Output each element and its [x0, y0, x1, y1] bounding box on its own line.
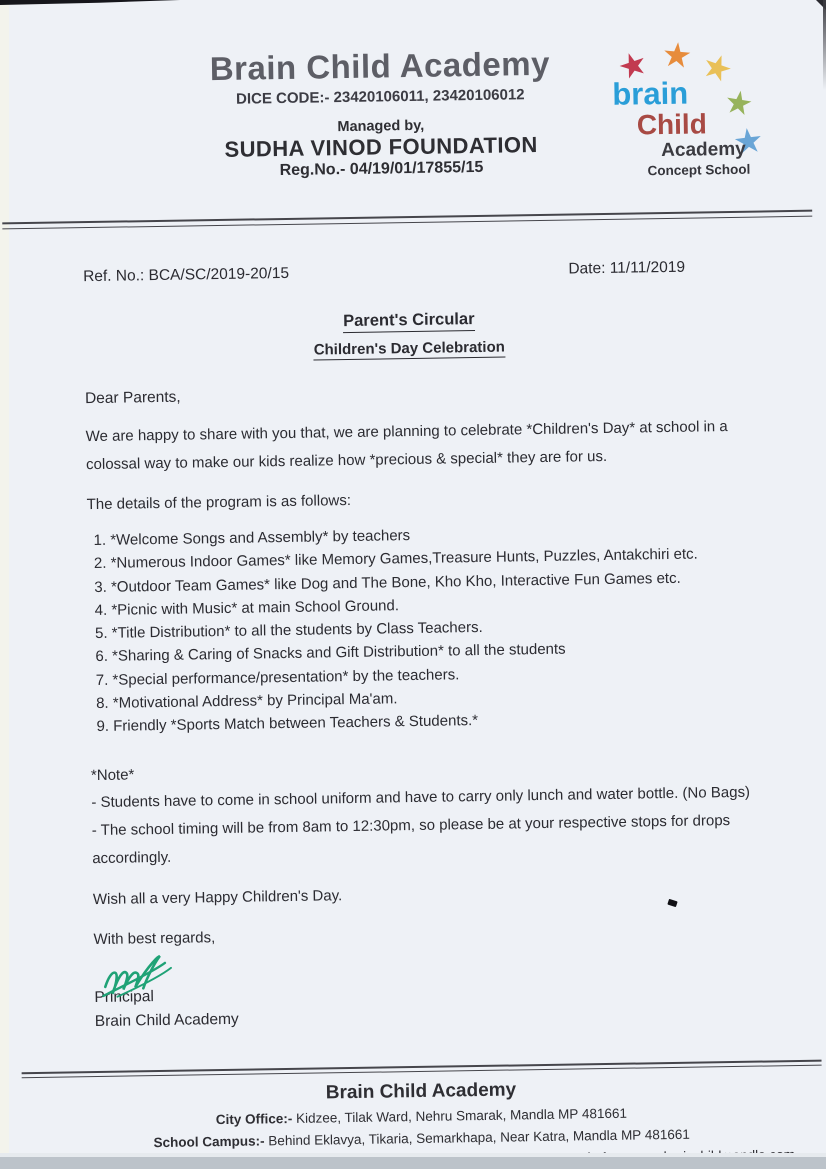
- regards-line: With best regards,: [93, 929, 216, 949]
- star-icon: ★: [696, 45, 738, 92]
- salutation: Dear Parents,: [84, 388, 181, 408]
- program-item: 5. *Title Distribution* to all the students by Class Teachers.: [112, 615, 787, 641]
- managed-by-label: Managed by,: [337, 118, 425, 136]
- letterhead: [0, 0, 820, 207]
- city-office-label: City Office:-: [215, 1111, 293, 1128]
- signature-scribble: [98, 952, 191, 999]
- reference-number: Ref. No.: BCA/SC/2019-20/15: [82, 264, 290, 286]
- star-icon: ★: [612, 42, 653, 88]
- footer-divider: [22, 1060, 822, 1079]
- document-date: Date: 11/11/2019: [568, 258, 686, 278]
- program-item: 6. *Sharing & Caring of Snacks and Gift Distribution* to all the students: [112, 639, 787, 665]
- star-icon: ★: [660, 35, 694, 77]
- details-heading: The details of the program is as follows:: [86, 491, 352, 514]
- program-item: 1. *Welcome Songs and Assembly* by teachers: [110, 522, 785, 548]
- signatory-organization: Brain Child Academy: [94, 1010, 239, 1031]
- wish-line: Wish all a very Happy Children's Day.: [92, 887, 343, 909]
- note-item: - The school timing will be from 8am to 12:30pm, so please be at your respective stops for drops accordingly.: [91, 812, 731, 868]
- logo-tagline: Concept School: [647, 161, 751, 179]
- school-logo: [609, 34, 789, 185]
- circular-subtitle: Children's Day Celebration: [313, 338, 505, 359]
- note-block: [91, 752, 791, 873]
- star-icon: ★: [721, 82, 756, 123]
- program-item: 7. *Special performance/presentation* by the teachers.: [112, 662, 787, 688]
- header-divider: [2, 210, 812, 230]
- registration-number: Reg.No.- 04/19/01/17855/15: [279, 159, 484, 180]
- footer-school-name: Brain Child Academy: [325, 1079, 517, 1104]
- city-office-address: Kidzee, Tilak Ward, Nehru Smarak, Mandla MP 481661: [295, 1105, 628, 1127]
- circular-title: Parent's Circular: [0, 305, 822, 339]
- program-item: 4. *Picnic with Music* at main School Ground.: [111, 592, 786, 618]
- logo-word-child: Child: [636, 108, 708, 141]
- note-item: - Students have to come in school uniform and have to carry only lunch and water bottle. (No Bags): [91, 783, 751, 812]
- dice-code: DICE CODE:- 23420106011, 23420106012: [235, 86, 525, 109]
- program-item: 3. *Outdoor Team Games* like Dog and The Bone, Kho Kho, Interactive Fun Games etc.: [111, 569, 786, 595]
- signatory-title: Principal: [94, 988, 155, 1007]
- program-item: 9. Friendly *Sports Match between Teachers & Students.*: [113, 709, 788, 735]
- program-item: 2. *Numerous Indoor Games* like Memory Games,Treasure Hunts, Puzzles, Antakchiri etc.: [111, 545, 786, 571]
- logo-word-brain: brain: [612, 75, 689, 112]
- program-item: 8. *Motivational Address* by Principal Ma'am.: [113, 685, 788, 711]
- intro-paragraph: We are happy to share with you that, we are planning to celebrate *Children's Day* at school in a colossal way to make our kids realize how *precious & special* they are for us.: [85, 418, 728, 474]
- note-heading: *Note*: [90, 766, 135, 785]
- program-list: [87, 522, 788, 735]
- letter-body: [85, 379, 793, 1031]
- school-campus-address: Behind Eklavya, Tikaria, Semarkhapa, Near Katra, Mandla MP 481661: [268, 1126, 690, 1149]
- letterhead-text: [100, 44, 662, 183]
- foundation-name: SUDHA VINOD FOUNDATION: [224, 132, 538, 163]
- title-block: [0, 305, 822, 366]
- scan-bed-band: [0, 1157, 826, 1169]
- star-icon: ★: [730, 120, 766, 163]
- school-name-heading: Brain Child Academy: [209, 44, 551, 88]
- school-campus-label: School Campus:-: [153, 1133, 265, 1151]
- reference-row: [83, 257, 781, 286]
- logo-word-academy: Academy: [661, 138, 746, 162]
